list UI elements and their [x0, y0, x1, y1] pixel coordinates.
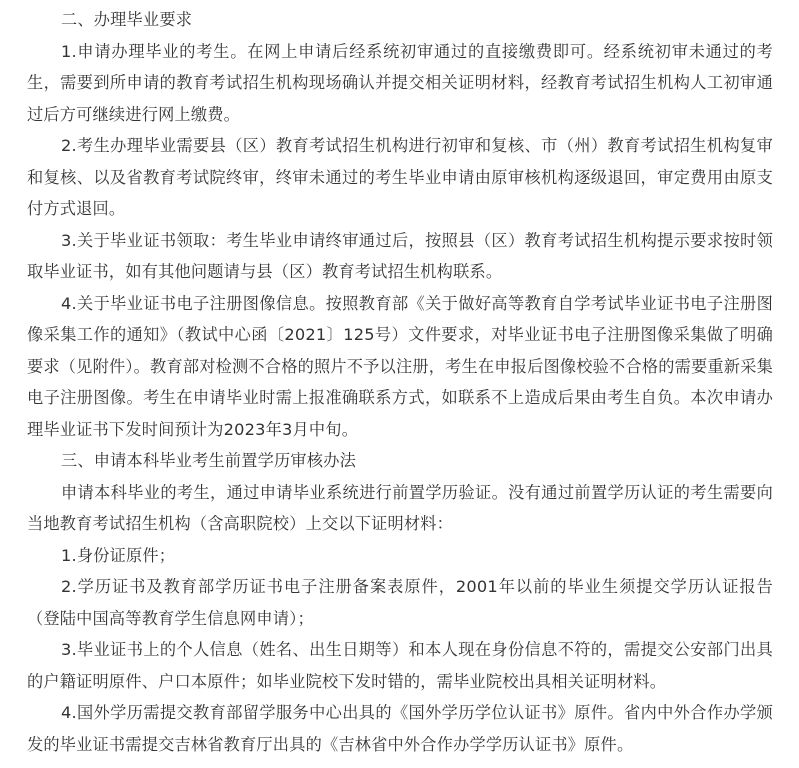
requirement-item-4: 4.关于毕业证书电子注册图像信息。按照教育部《关于做好高等教育自学考试毕业证书电子注册图像采集工作的通知》（教试中心函〔2021〕125号）文件要求，对毕业证书电子注册图像采集做了明确要求（见附件）。教育部对检测不合格的照片不予以注册，考生在申报后图像校验不合格的需要重新采集电子注册图像。考生在申请毕业时需上报准确联系方式，如联系不上造成后果由考生自负。本次申请办理毕业证书下发时间预计为2023年3月中旬。 [27, 293, 773, 439]
material-item-4: 4.国外学历需提交教育部留学服务中心出具的《国外学历学位认证书》原件。省内中外合作办学颁发的毕业证书需提交吉林省教育厅出具的《吉林省中外合作办学学历认证书》原件。 [27, 703, 773, 754]
material-item-3: 3.毕业证书上的个人信息（姓名、出生日期等）和本人现在身份信息不符的，需提交公安部门出具的户籍证明原件、户口本原件；如毕业院校下发时错的，需毕业院校出具相关证明材料。 [27, 640, 773, 691]
section-heading-prior-education-review: 三、申请本科毕业考生前置学历审核办法 [61, 451, 356, 470]
requirement-item-3: 3.关于毕业证书领取：考生毕业申请终审通过后，按照县（区）教育考试招生机构提示要求按时领取毕业证书，如有其他问题请与县（区）教育考试招生机构联系。 [27, 230, 773, 281]
material-item-1: 1.身份证原件； [61, 545, 176, 565]
requirement-item-2: 2.考生办理毕业需要县（区）教育考试招生机构进行初审和复核、市（州）教育考试招生机构复审和复核、以及省教育考试院终审，终审未通过的考生毕业申请由原审核机构逐级退回，审定费用由原支付方式退回。 [27, 136, 773, 218]
requirement-item-1: 1.申请办理毕业的考生。在网上申请后经系统初审通过的直接缴费即可。经系统初审未通过的考生，需要到所申请的教育考试招生机构现场确认并提交相关证明材料，经教育考试招生机构人工初审通过后方可继续进行网上缴费。 [27, 41, 773, 124]
section-heading-graduation-requirements: 二、办理毕业要求 [61, 10, 193, 29]
material-item-2: 2.学历证书及教育部学历证书电子注册备案表原件，2001年以前的毕业生须提交学历认证报告（登陆中国高等教育学生信息网申请）； [27, 577, 773, 628]
review-intro: 申请本科毕业的考生，通过申请毕业系统进行前置学历验证。没有通过前置学历认证的考生需要向当地教育考试招生机构（含高职院校）上交以下证明材料： [27, 482, 773, 533]
